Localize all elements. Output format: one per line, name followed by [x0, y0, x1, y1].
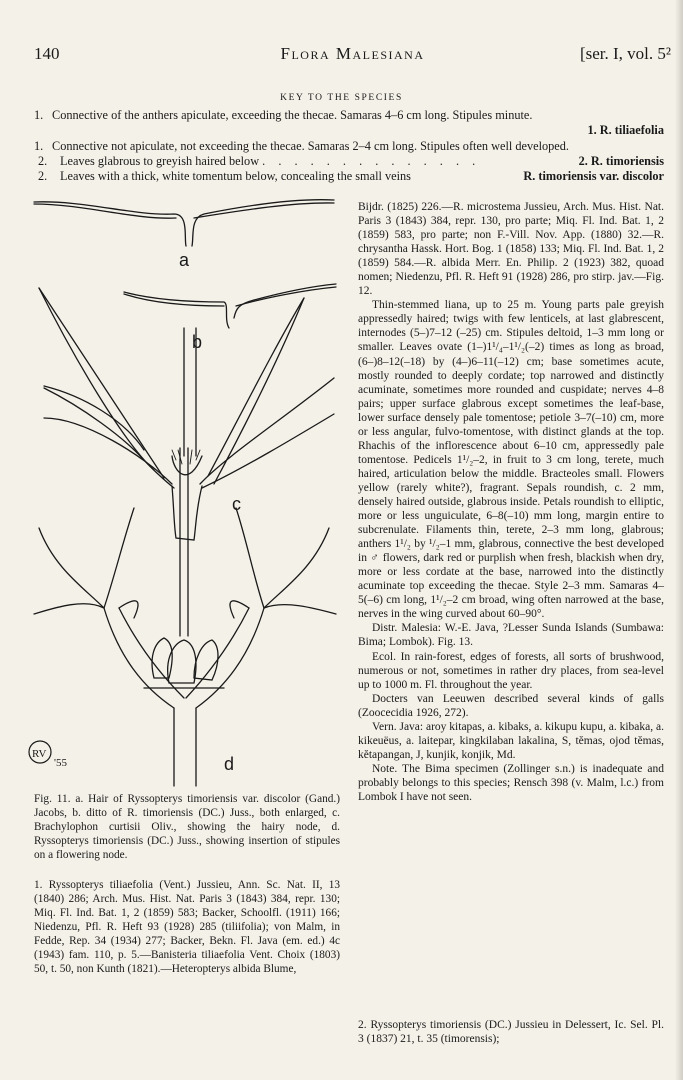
hair-drawing-b: [124, 284, 336, 328]
species-key: [34, 108, 664, 184]
monogram-year: '55: [54, 757, 67, 769]
key-line-dots: . . . . . . . . . . . . . .: [262, 153, 481, 168]
key-line: [34, 123, 664, 138]
species-entry-1-text: 1. Ryssopterys tiliaefolia (Vent.) Jussieu, Ann. Sc. Nat. II, 13 (1840) 286; Arch. Mus. Hist. Nat. Paris 3 (1843) 384, repr. 130; Miq. Fl. Ind. Bat. 1, 2 (1859) 583; Backer, Schoolfl. (1911) 166; Niedenzu, Pfl. R. Heft 93 (1928) 285 (tiliifolia); von Malm, in Fedde, Rep. 34 (1934) 277; Backer, Bekn. Fl. Java (em. ed.) 4c (1943) fam. 110, p. 5.—Banisteria tiliaefolia Vent. Choix (1803) 50, t. 50, non Kunth (1821).—Heteropterys albida Blume,: [34, 879, 340, 976]
key-line-text: Connective not apiculate, not exceeding the thecae. Samaras 2–4 cm long. Stipules often well developed.: [52, 138, 569, 153]
fig-label-a: a: [179, 250, 190, 270]
key-line-number: 2.: [38, 153, 48, 168]
vernacular-text: Vern. Java: aroy kitapas, a. kibaks, a. kikupu kupu, a. kibaka, a. kikeuëus, a. laitepar, kingkilaban lakalina, S, tĕmas, ojod tĕmas, kĕtapangan, J, kunjik, konjik, Md.: [358, 720, 664, 761]
species-entry-2-text: 2. Ryssopterys timoriensis (DC.) Jussieu in Delessert, Ic. Sel. Pl. 3 (1837) 21, t. 35 (timorensis);: [358, 1019, 664, 1046]
key-line-number: 1.: [34, 108, 44, 122]
key-line: [34, 139, 664, 154]
ecology-text: Ecol. In rain-forest, edges of forests, all sorts of brushwood, numerous or not, sometimes in rather dry places, from sea-level up to 1000 m. Fl. throughout the year.: [358, 650, 664, 691]
key-line-number: 2.: [38, 169, 48, 184]
figure-caption: [34, 792, 340, 862]
species-entry-2: [358, 1018, 664, 1046]
key-line-result: 1. R. tiliaefolia: [587, 123, 664, 138]
fig-label-b: b: [192, 332, 203, 352]
galls-text: Docters van Leeuwen described several kinds of galls (Zoocecidia 1926, 272).: [358, 692, 664, 719]
illustrator-monogram: [29, 741, 67, 769]
botanical-figure: [24, 188, 344, 788]
running-head: [34, 44, 671, 70]
hair-drawing-a: [34, 200, 334, 246]
synonymy-text: Bijdr. (1825) 226.—R. microstema Jussieu, Arch. Mus. Hist. Nat. Paris 3 (1843) 384, repr. 130, pro parte; Miq. Fl. Ind. Bat. 1, 2 (1859) 583, pro parte; non F.-Vill. Nov. App. (1880) 32.—R. chrysantha Hassk. Hort. Bog. 1 (1858) 133; Miq. Fl. Ind. Bat. 1, 2 (1859) 584.—R. albida Merr. En. Philip. 2 (1923) 382, quoad nomen; Niedenzu, Pfl. R. Heft 91 (1928) 286, pro stirp. jav.—Fig. 12.: [358, 201, 664, 298]
node-drawing-c: [39, 288, 334, 540]
key-heading: KEY TO THE SPECIES: [280, 93, 403, 103]
key-line: [34, 108, 664, 123]
caption-text: Fig. 11. a. Hair of Ryssopterys timoriensis var. discolor (Gand.) Jacobs, b. ditto of R. timoriensis (DC.) Juss., both enlarged, c. Brachylophon curtisii Oliv., showing the hairy node, d. Ryssopterys timoriensis (DC.) Juss., showing insertion of stipules on a flowering node.: [34, 793, 340, 861]
page-edge-shadow: [675, 0, 683, 1080]
monogram-text: RV: [32, 748, 47, 760]
key-line-result: 2. R. timoriensis: [575, 154, 664, 169]
book-title: Flora Malesiana: [280, 44, 425, 63]
key-line: [34, 169, 664, 184]
distribution-text: Distr. Malesia: W.-E. Java, ?Lesser Sunda Islands (Sumbawa: Bima; Lombok). Fig. 13.: [358, 622, 664, 649]
page-number: 140: [34, 44, 60, 63]
series-volume: [ser. I, vol. 5²: [579, 44, 671, 63]
key-line: [34, 154, 664, 169]
note-text: Note. The Bima specimen (Zollinger s.n.) is inadequate and probably belongs to this species; Rensch 398 (v. Malm, l.c.) from Lombok I have not seen.: [358, 762, 664, 803]
key-line-text: Connective of the anthers apiculate, exceeding the thecae. Samaras 4–6 cm long. Stipules minute.: [52, 108, 533, 122]
flowering-node-drawing-d: [34, 448, 336, 786]
key-line-result: R. timoriensis var. discolor: [519, 169, 664, 184]
key-line-number: 1.: [34, 138, 44, 153]
fig-label-d: d: [224, 754, 235, 774]
key-line-text: Leaves with a thick, white tomentum below, concealing the small veins: [60, 169, 411, 184]
key-line-text: Leaves glabrous to greyish haired below: [60, 153, 260, 168]
right-column: [358, 200, 664, 804]
species-entry-1: [34, 878, 340, 976]
description-text: Thin-stemmed liana, up to 25 m. Young parts pale greyish appressedly haired; twigs with few lenticels, at last glabrescent, internodes (5–)7–12 (–25) cm. Stipules deltoid, 1–3 mm long or smaller. Leaves ovate (1–)1¹/₄–1¹/₂(–2) times as long as broad, (6–)8–12(–18) by (4–)6–11(–12) cm; base sometimes acute, mostly rounded to deeply cordate; top narrowed and distinctly acuminate, sometimes more rounded and cuspidate; nerves 4–8 pairs; upper surface glabrous except sometimes the leaf-base, lower surface densely pale tomentose; petiole 3–7(–10) cm, more or less angular, fulvo-tomentose, with distinct glands at the top. Rhachis of the inflorescence about 6–10 cm, appressedly pale tomentose. Pedicels 1¹/₂–2, in fruit to 3 cm long, terete, much haired, articulation below the middle. Bracteoles small. Flowers yellow (rarely white?), fragrant. Sepals roundish, c. 2 mm, densely haired outside, glabrous inside. Petals roundish to elliptic, more or less unguiculate, 6–8(–10) mm long, margin entire to subcrenulate. Filaments thin, terete, 2–3 mm long, glabrous; anthers 1¹/₂ by ¹/₂–1 mm, glabrous, connective the best developed in ♂ flowers, dark red or purplish when fresh, blackish when dry, more or less cordate at the base, narrowed into the distinctly acuminate top exceeding the thecae. Style 2–3 mm. Samaras 4–5(–6) cm long, 1¹/₂–2 cm broad, wing often narrowed at the base, nerves in the wing curved about 60–90°.: [358, 299, 664, 621]
fig-label-c: c: [232, 494, 241, 514]
